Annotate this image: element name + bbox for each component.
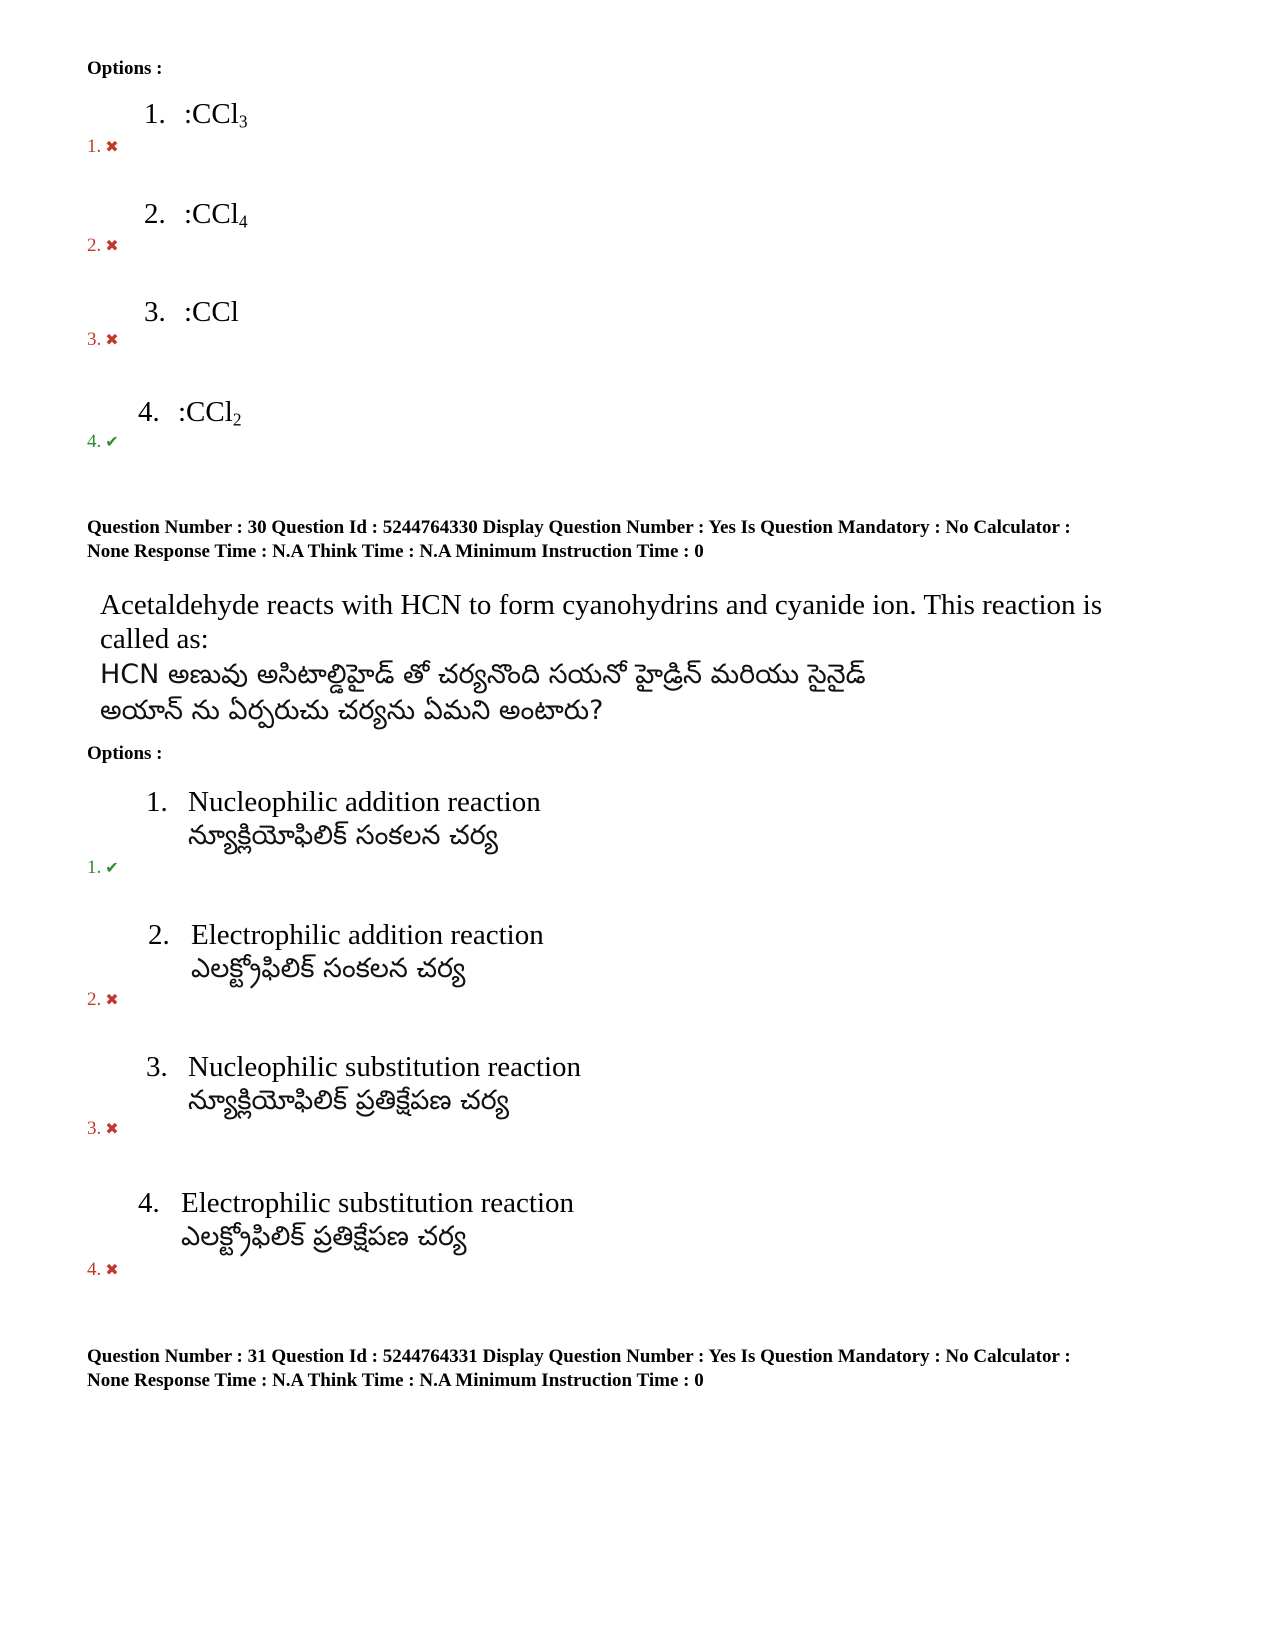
question-30-meta: Question Number : 30 Question Id : 5244764330 Display Question Number : Yes Is Question Mandatory : No Calculator : None Response Time : N.A Think Time : N.A Minimum Instruction Time : 0: [87, 517, 1071, 562]
check-icon: ✔: [105, 860, 119, 877]
options-label: Options :: [87, 58, 163, 79]
option-3-marker: 3. ✖: [87, 329, 119, 350]
option-4-marker: 4. ✔: [87, 431, 119, 452]
option-4-content: 4. :CCl$_2$: [138, 396, 242, 430]
q30-option-1-content: 1. Nucleophilic addition reaction న్యూక్లియోఫిలిక్ సంకలన చర్య: [146, 786, 541, 851]
q30-option-1-marker: 1. ✔: [87, 857, 119, 878]
option-1-marker: 1. ✖: [87, 136, 119, 157]
q30-option-2-marker: 2. ✖: [87, 989, 119, 1010]
q30-option-2-content: 2. Electrophilic addition reaction ఎలక్ట్రోఫిలిక్ సంకలన చర్య: [148, 919, 544, 984]
q30-option-3-marker: 3. ✖: [87, 1118, 119, 1139]
option-2-content: 2. :CCl$_4$: [144, 198, 248, 232]
question-30-text: Acetaldehyde reacts with HCN to form cyanohydrins and cyanide ion. This reaction is called as: HCN అణువు అసిటాల్డిహైడ్ తో చర్యనొంది సయనో హైడ్రిన్ మరియు సైనైడ్ అయాన్ ను ఏర్పరుచు చర్యను ఏమని అంటారు?: [100, 589, 1103, 726]
option-1-content: 1. :CCl$_3$: [144, 98, 248, 132]
option-3-content: 3. :CCl: [144, 296, 239, 328]
q30-option-4-marker: 4. ✖: [87, 1259, 119, 1280]
cross-icon: ✖: [105, 332, 119, 349]
cross-icon: ✖: [105, 992, 119, 1009]
check-icon: ✔: [105, 434, 119, 451]
cross-icon: ✖: [105, 1262, 119, 1279]
cross-icon: ✖: [105, 139, 119, 156]
cross-icon: ✖: [105, 1121, 119, 1138]
options-label: Options :: [87, 743, 163, 764]
cross-icon: ✖: [105, 238, 119, 255]
option-2-marker: 2. ✖: [87, 235, 119, 256]
q30-option-4-content: 4. Electrophilic substitution reaction ఎలక్ట్రోఫిలిక్ ప్రతిక్షేపణ చర్య: [138, 1187, 575, 1252]
question-31-meta: Question Number : 31 Question Id : 5244764331 Display Question Number : Yes Is Question Mandatory : No Calculator : None Response Time : N.A Think Time : N.A Minimum Instruction Time : 0: [87, 1346, 1071, 1391]
q30-option-3-content: 3. Nucleophilic substitution reaction న్యూక్లియోఫిలిక్ ప్రతిక్షేపణ చర్య: [146, 1051, 582, 1116]
